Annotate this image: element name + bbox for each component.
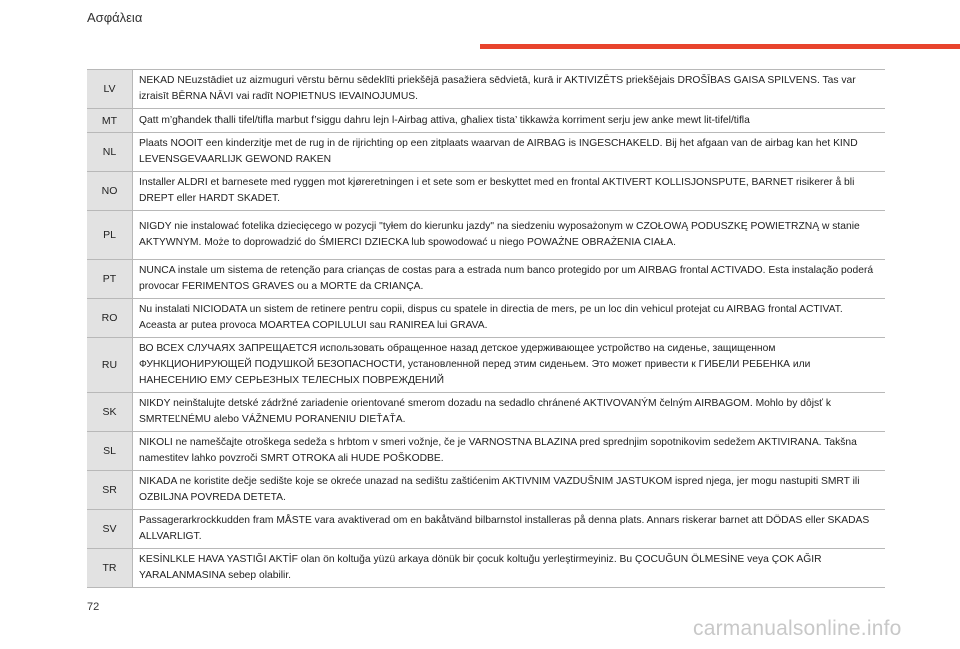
language-code: SV [87, 510, 133, 549]
accent-bar [480, 44, 960, 49]
table-row [87, 393, 885, 432]
table-row [87, 260, 885, 299]
warning-text: NIKDY neinštalujte detské zádržné zariadenie orientované smerom dozadu na sedadlo chránené AKTIVOVANÝM čelným AIRBAGOM. Mohlo by dôjsť k SMRTEĽNÉMU alebo VÁŽNEMU PORANENIU DIEŤAŤA. [133, 393, 886, 432]
section-title: Ασφάλεια [87, 10, 143, 25]
warning-text: NIKOLI ne nameščajte otroškega sedeža s hrbtom v smeri vožnje, če je VARNOSTNA BLAZINA pred sprednjim sopotnikovim sedežem AKTIVIRANA. Takšna namestitev lahko povzroči SMRT OTROKA ali HUDE POŠKODBE. [133, 432, 886, 471]
warning-text: ВО ВСЕХ СЛУЧАЯХ ЗАПРЕЩАЕТСЯ использовать обращенное назад детское удерживающее устройство на сиденье, защищенном ФУНКЦИОНИРУЮЩЕЙ ПОДУШКОЙ БЕЗОПАСНОСТИ, установленной перед этим сиденьем. Это может привести к ГИБЕЛИ РЕБЕНКА или НАНЕСЕНИЮ ЕМУ СЕРЬЕЗНЫХ ТЕЛЕСНЫХ ПОВРЕЖДЕНИЙ [133, 338, 886, 393]
warning-table-body [87, 70, 885, 588]
table-row [87, 172, 885, 211]
language-code: PT [87, 260, 133, 299]
table-row [87, 432, 885, 471]
page-number: 72 [87, 601, 100, 613]
language-code: MT [87, 109, 133, 133]
warning-text: NIKADA ne koristite dečje sedište koje se okreće unazad na sedištu zaštićenim AKTIVNIM VAZDUŠNIM JASTUKOM ispred njega, jer mogu nastupiti SMRT ili OZBILJNA POVREDA DETETA. [133, 471, 886, 510]
language-code: NO [87, 172, 133, 211]
watermark: carmanualsonline.info [693, 617, 902, 640]
warning-text: NUNCA instale um sistema de retenção para crianças de costas para a estrada num banco protegido por um AIRBAG frontal ACTIVADO. Esta instalação poderá provocar FERIMENTOS GRAVES ou a MORTE da CRIANÇA. [133, 260, 886, 299]
language-code: SR [87, 471, 133, 510]
language-code: SK [87, 393, 133, 432]
language-code: RO [87, 299, 133, 338]
warning-text: NEKAD NEuzstādiet uz aizmuguri vērstu bērnu sēdeklīti priekšējā pasažiera sēdvietā, kurā ir AKTIVIZĒTS priekšējais DROŠĪBAS GAISA SPILVENS. Tas var izraisīt BĒRNA NĀVI vai radīt NOPIETNUS IEVAINOJUMUS. [133, 70, 886, 109]
warning-text: Passagerarkrockkudden fram MÅSTE vara avaktiverad om en bakåtvänd bilbarnstol installeras på denna plats. Annars riskerar barnet att DÖDAS eller SKADAS ALLVARLIGT. [133, 510, 886, 549]
table-row [87, 338, 885, 393]
language-code: SL [87, 432, 133, 471]
table-row [87, 510, 885, 549]
table-row [87, 211, 885, 260]
language-code: NL [87, 133, 133, 172]
language-code: LV [87, 70, 133, 109]
table-row [87, 471, 885, 510]
warning-text: Installer ALDRI et barnesete med ryggen mot kjøreretningen i et sete som er beskyttet med en frontal AKTIVERT KOLLISJONSPUTE, BARNET risikerer å bli DREPT eller HARDT SKADET. [133, 172, 886, 211]
warning-text: NIGDY nie instalować fotelika dziecięcego w pozycji "tyłem do kierunku jazdy" na siedzeniu wyposażonym w CZOŁOWĄ PODUSZKĘ POWIETRZNĄ w stanie AKTYWNYM. Może to doprowadzić do ŚMIERCI DZIECKA lub spowodować u niego POWAŻNE OBRAŻENIA CIAŁA. [133, 211, 886, 260]
table-row [87, 299, 885, 338]
table-row [87, 549, 885, 588]
warning-text: Qatt m’għandek tħalli tifel/tifla marbut f’siggu dahru lejn l-Airbag attiva, għaliex tista’ tikkawża korriment serju jew anke mewt lit-tifel/tifla [133, 109, 886, 133]
warning-text: KESİNLKLE HAVA YASTIĞI AKTİF olan ön koltuğa yüzü arkaya dönük bir çocuk koltuğu yerleştirmeyiniz. Bu ÇOCUĞUN ÖLMESİNE veya ÇOK AĞIR YARALANMASINA sebep olabilir. [133, 549, 886, 588]
warning-text: Plaats NOOIT een kinderzitje met de rug in de rijrichting op een zitplaats waarvan de AIRBAG is INGESCHAKELD. Bij het afgaan van de airbag kan het KIND LEVENSGEVAARLIJK GEWOND RAKEN [133, 133, 886, 172]
warning-text: Nu instalati NICIODATA un sistem de retinere pentru copii, dispus cu spatele in directia de mers, pe un loc din vehicul protejat cu AIRBAG frontal ACTIVAT. Aceasta ar putea provoca MOARTEA COPILULUI sau RANIREA lui GRAVA. [133, 299, 886, 338]
table-row [87, 70, 885, 109]
table-row [87, 133, 885, 172]
airbag-warning-table [87, 69, 885, 588]
table-row [87, 109, 885, 133]
language-code: TR [87, 549, 133, 588]
language-code: PL [87, 211, 133, 260]
language-code: RU [87, 338, 133, 393]
